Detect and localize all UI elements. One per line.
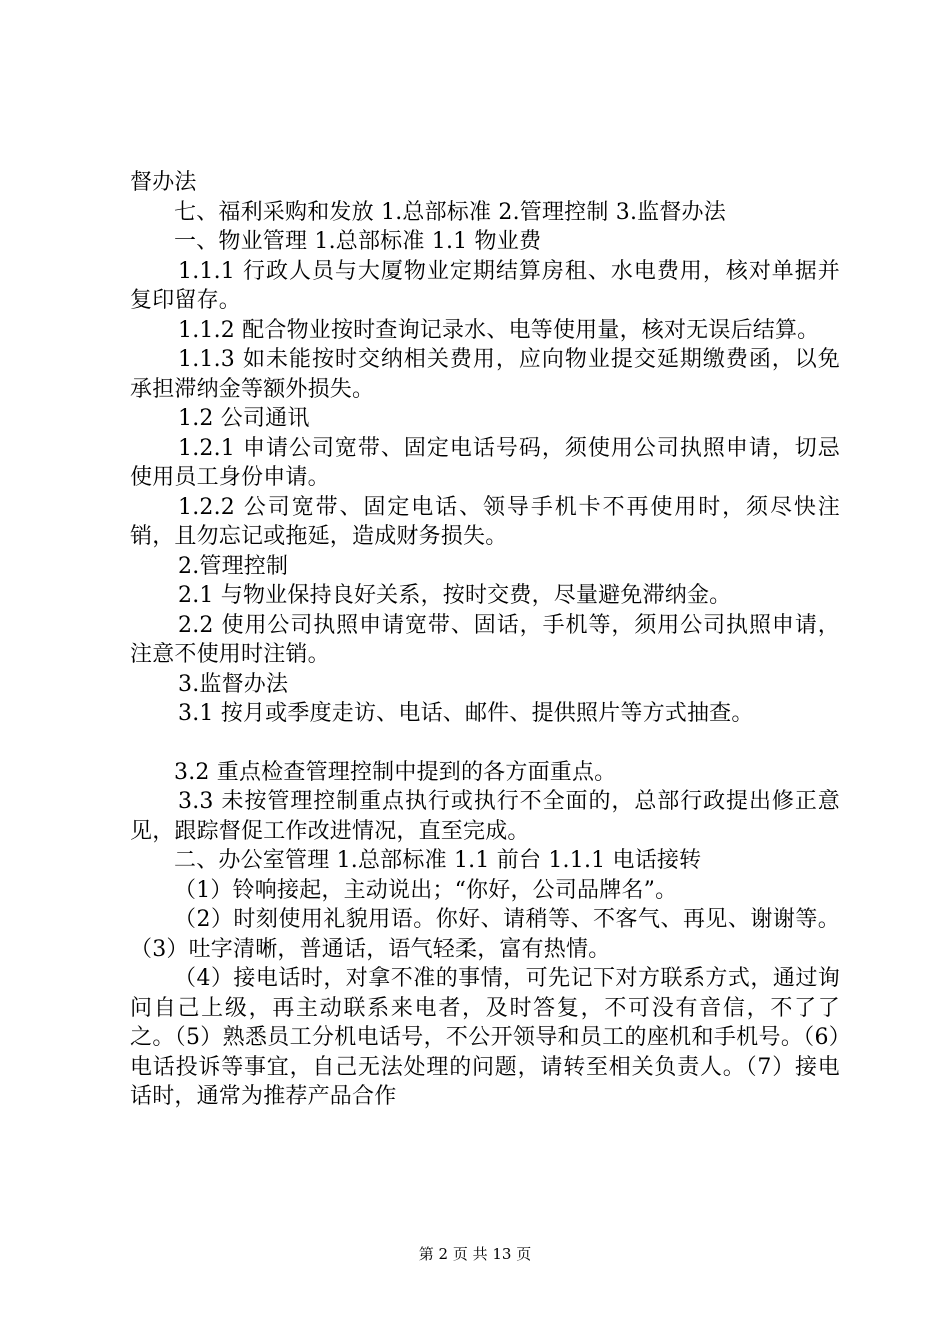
paragraph-1-1-1: 1.1.1 行政人员与大厦物业定期结算房租、水电费用，核对单据并复印留存。 [130, 258, 840, 313]
paragraph-continuation: 督办法 [130, 170, 197, 195]
document-body [130, 168, 840, 1112]
section-heading-property: 一、物业管理 1.总部标准 1.1 物业费 [174, 229, 542, 254]
paragraph-1-2-1: 1.2.1 申请公司宽带、固定电话号码，须使用公司执照申请，切忌使用员工身份申请。 [130, 435, 840, 490]
page-number-footer: 第 2 页 共 13 页 [418, 1245, 532, 1263]
subheading-2: 2.管理控制 [178, 553, 289, 579]
paragraph-1-2-2: 1.2.2 公司宽带、固定电话、领导手机卡不再使用时，须尽快注销，且勿忘记或拖延，造成财务损失。 [130, 494, 840, 549]
paragraph-2-1: 2.1 与物业保持良好关系，按时交费，尽量避免滞纳金。 [178, 583, 732, 608]
paragraph-2-2: 2.2 使用公司执照申请宽带、固话，手机等，须用公司执照申请，注意不使用时注销。 [130, 612, 840, 667]
paragraph-1-1-2: 1.1.2 配合物业按时查询记录水、电等使用量，核对无误后结算。 [178, 317, 820, 343]
paragraph-gap [130, 729, 840, 758]
paragraph-1-1-3: 1.1.3 如未能按时交纳相关费用，应向物业提交延期缴费函，以免承担滞纳金等额外损失。 [130, 347, 840, 402]
paragraph-3-1: 3.1 按月或季度走访、电话、邮件、提供照片等方式抽查。 [178, 701, 754, 726]
list-item-1: （1）铃响接起，主动说出；“你好，公司品牌名”。 [174, 877, 678, 903]
subheading-3: 3.监督办法 [178, 671, 289, 697]
subheading-1-2: 1.2 公司通讯 [178, 406, 310, 431]
section-heading-welfare: 七、福利采购和发放 1.总部标准 2.管理控制 3.监督办法 [174, 199, 726, 225]
section-heading-office: 二、办公室管理 1.总部标准 1.1 前台 1.1.1 电话接转 [174, 848, 702, 873]
paragraph-3-2: 3.2 重点检查管理控制中提到的各方面重点。 [174, 759, 617, 785]
list-item-2-3: （2）时刻使用礼貌用语。你好、请稍等、不客气、再见、谢谢等。（3）吐字清晰，普通话，语气轻柔，富有热情。 [130, 907, 840, 962]
paragraph-3-3: 3.3 未按管理控制重点执行或执行不全面的，总部行政提出修正意见，跟踪督促工作改进情况，直至完成。 [130, 789, 840, 844]
list-item-4-7: （4）接电话时，对拿不准的事情，可先记下对方联系方式，通过询问自己上级，再主动联系来电者，及时答复，不可没有音信，不了了之。（5）熟悉员工分机电话号，不公开领导和员工的座机和手机号。（6）电话投诉等事宜，自己无法处理的问题，请转至相关负责人。（7）接电话时，通常为推荐产品合作 [130, 966, 840, 1109]
